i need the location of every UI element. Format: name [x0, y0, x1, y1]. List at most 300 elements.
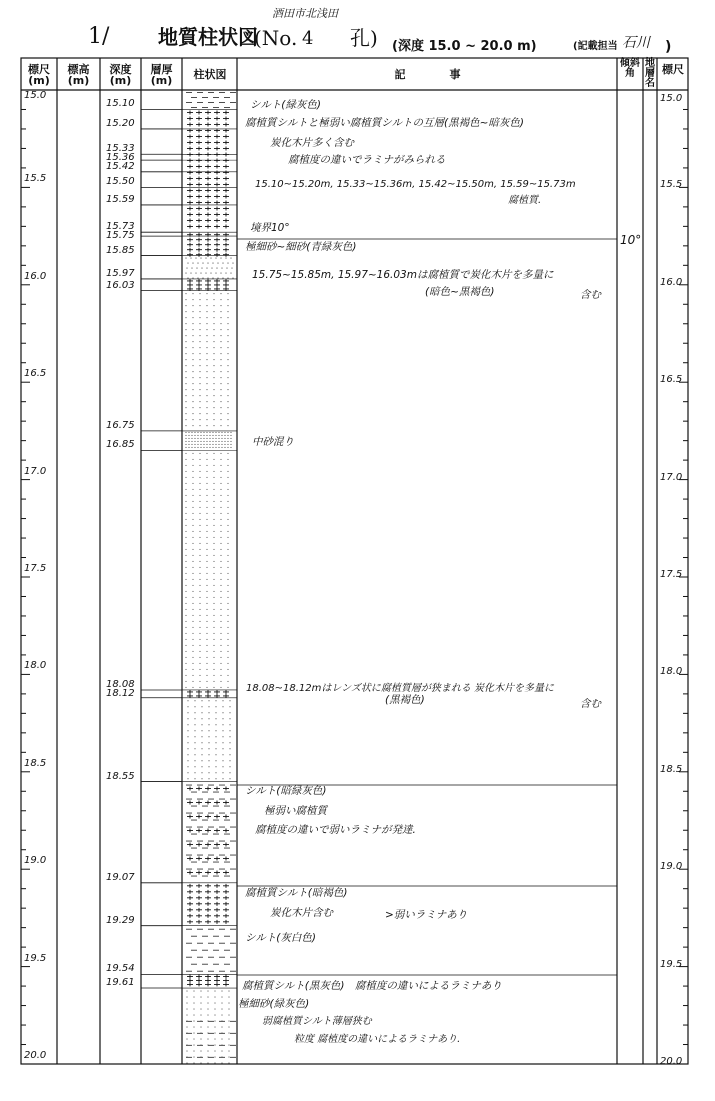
- lithology-mark: [213, 471, 214, 472]
- lithology-mark: [192, 341, 193, 342]
- lithology-mark: [196, 884, 202, 888]
- lithology-mark: [199, 483, 200, 484]
- lithology-mark: [196, 871, 202, 875]
- lithology-mark: [208, 760, 209, 761]
- lithology-mark: [187, 914, 193, 918]
- lithology-mark: [229, 718, 230, 719]
- lithology-mark: [185, 573, 186, 574]
- lithology-mark: [196, 268, 197, 269]
- lithology-mark: [185, 347, 186, 348]
- lithology-mark: [214, 1044, 215, 1045]
- desc-line: 含む: [580, 698, 601, 710]
- lithology-mark: [205, 243, 211, 247]
- lithology-mark: [203, 432, 204, 433]
- lithology-mark: [213, 459, 214, 460]
- lithology-mark: [185, 323, 186, 324]
- lithology-mark: [223, 787, 229, 791]
- lithology-mark: [220, 579, 221, 580]
- dip-value: 10°: [620, 233, 642, 247]
- lithology-mark: [200, 432, 201, 433]
- lithology-mark: [213, 365, 214, 366]
- lithology-mark: [194, 730, 195, 731]
- lithology-mark: [196, 694, 202, 698]
- lithology-mark: [187, 170, 193, 174]
- lithology-mark: [227, 621, 228, 622]
- lithology-mark: [192, 323, 193, 324]
- lithology-mark: [212, 444, 213, 445]
- lithology-mark: [206, 311, 207, 312]
- lithology-mark: [207, 1050, 208, 1051]
- lithology-mark: [214, 1020, 215, 1021]
- lithology-mark: [185, 311, 186, 312]
- lithology-mark: [214, 843, 220, 847]
- lithology-mark: [193, 1050, 194, 1051]
- lithology-mark: [220, 645, 221, 646]
- lithology-mark: [220, 495, 221, 496]
- lithology-mark: [209, 444, 210, 445]
- lithology-mark: [223, 283, 229, 287]
- lithology-mark: [196, 212, 202, 216]
- lithology-mark: [227, 603, 228, 604]
- scale-label-right: 19.0: [660, 861, 683, 873]
- lithology-mark: [192, 329, 193, 330]
- lithology-mark: [220, 317, 221, 318]
- lithology-mark: [200, 258, 201, 259]
- lithology-mark: [191, 447, 192, 448]
- lithology-mark: [187, 778, 188, 779]
- lithology-mark: [213, 413, 214, 414]
- lithology-mark: [227, 347, 228, 348]
- lithology-mark: [208, 754, 209, 755]
- lithology-mark: [227, 471, 228, 472]
- lithology-mark: [220, 681, 221, 682]
- lithology-mark: [196, 890, 202, 894]
- lithology-mark: [227, 567, 228, 568]
- lithology-mark: [199, 329, 200, 330]
- lithology-mark: [187, 194, 193, 198]
- lithology-mark: [227, 317, 228, 318]
- scale-label-left: 19.0: [24, 855, 47, 867]
- scale-label-left: 15.0: [24, 90, 47, 101]
- lithology-mark: [187, 896, 193, 900]
- lithology-mark: [214, 974, 220, 978]
- col-elevation: 標高(m): [67, 63, 90, 87]
- lithology-mark: [213, 609, 214, 610]
- lithology-mark: [200, 447, 201, 448]
- col-scale-right: 標尺: [662, 63, 684, 76]
- lithology-mark: [217, 278, 218, 279]
- lithology-mark: [227, 663, 228, 664]
- lithology-mark: [195, 273, 196, 274]
- lithology-mark: [208, 724, 209, 725]
- lithology-mark: [222, 736, 223, 737]
- lithology-mark: [199, 341, 200, 342]
- lithology-mark: [192, 549, 193, 550]
- lithology-mark: [209, 441, 210, 442]
- lithology-mark: [194, 724, 195, 725]
- lithology-mark: [199, 323, 200, 324]
- lithology-mark: [186, 1062, 187, 1063]
- lithology-mark: [199, 365, 200, 366]
- lithology-mark: [206, 561, 207, 562]
- scale-label-right: 18.0: [660, 666, 683, 678]
- lithology-mark: [192, 657, 193, 658]
- lithology-mark: [214, 914, 220, 918]
- lithology-mark: [199, 537, 200, 538]
- lithology-mark: [227, 459, 228, 460]
- lithology-mark: [192, 483, 193, 484]
- lithology-mark: [213, 377, 214, 378]
- lithology-mark: [199, 591, 200, 592]
- lithology-mark: [214, 253, 220, 257]
- lithology-mark: [229, 754, 230, 755]
- lithology-mark: [215, 706, 216, 707]
- lithology-mark: [209, 435, 210, 436]
- lithology-mark: [220, 549, 221, 550]
- lithology-mark: [216, 268, 217, 269]
- lithology-mark: [191, 441, 192, 442]
- lithology-mark: [221, 1050, 222, 1051]
- lithology-mark: [205, 787, 211, 791]
- lithology-mark: [227, 579, 228, 580]
- lithology-mark: [214, 1002, 215, 1003]
- lithology-mark: [199, 471, 200, 472]
- lithology-mark: [185, 633, 186, 634]
- lithology-mark: [206, 651, 207, 652]
- lithology-mark: [214, 140, 220, 144]
- lithology-mark: [209, 432, 210, 433]
- lithology-mark: [206, 681, 207, 682]
- lithology-mark: [192, 681, 193, 682]
- lithology-mark: [227, 657, 228, 658]
- lithology-mark: [220, 465, 221, 466]
- lithology-mark: [215, 718, 216, 719]
- lithology-mark: [205, 815, 211, 819]
- lithology-mark: [222, 712, 223, 713]
- depth-label: 15.10: [106, 98, 135, 110]
- lithology-mark: [186, 1008, 187, 1009]
- lithology-mark: [206, 513, 207, 514]
- lithology-mark: [213, 579, 214, 580]
- col-scale-left: 標尺(m): [28, 63, 50, 87]
- lithology-mark: [228, 996, 229, 997]
- lithology-mark: [223, 116, 229, 120]
- lithology-mark: [208, 772, 209, 773]
- lithology-mark: [196, 902, 202, 906]
- lithology-mark: [201, 268, 202, 269]
- lithology-mark: [213, 305, 214, 306]
- lithology-mark: [224, 441, 225, 442]
- lithology-mark: [205, 206, 211, 210]
- lithology-mark: [222, 766, 223, 767]
- lithology-mark: [205, 982, 211, 986]
- lithology-mark: [214, 188, 220, 192]
- lithology-mark: [213, 311, 214, 312]
- lithology-mark: [223, 170, 229, 174]
- lithology-mark: [227, 419, 228, 420]
- lithology-mark: [227, 591, 228, 592]
- lithology-mark: [187, 815, 193, 819]
- lithology-mark: [192, 609, 193, 610]
- lithology-mark: [205, 188, 211, 192]
- recorder-close: ): [665, 39, 672, 55]
- lithology-mark: [213, 663, 214, 664]
- lithology-mark: [214, 815, 220, 819]
- lithology-mark: [194, 736, 195, 737]
- lithology-mark: [213, 639, 214, 640]
- lithology-mark: [187, 238, 193, 242]
- lithology-mark: [187, 724, 188, 725]
- lithology-mark: [196, 253, 202, 257]
- lithology-mark: [200, 1008, 201, 1009]
- lithology-mark: [208, 706, 209, 707]
- lithology-mark: [187, 766, 188, 767]
- lithology-mark: [230, 444, 231, 445]
- lithology-mark: [205, 110, 211, 114]
- lithology-mark: [205, 182, 211, 186]
- lithology-mark: [185, 519, 186, 520]
- lithology-mark: [196, 914, 202, 918]
- lithology-mark: [187, 742, 188, 743]
- lithology-mark: [187, 760, 188, 761]
- lithology-mark: [196, 224, 202, 228]
- lithology-mark: [214, 829, 220, 833]
- lithology-mark: [185, 525, 186, 526]
- lithology-mark: [206, 687, 207, 688]
- lithology-mark: [218, 435, 219, 436]
- lithology-mark: [206, 317, 207, 318]
- lithology-mark: [199, 519, 200, 520]
- lithology-mark: [185, 299, 186, 300]
- desc-line: シルト(灰白色): [245, 932, 316, 944]
- lithology-mark: [192, 263, 193, 264]
- lithology-mark: [191, 444, 192, 445]
- lithology-mark: [196, 238, 202, 242]
- lithology-mark: [228, 1002, 229, 1003]
- lithology-mark: [223, 829, 229, 833]
- lithology-mark: [212, 435, 213, 436]
- lithology-mark: [196, 974, 202, 978]
- lithology-mark: [201, 730, 202, 731]
- lithology-mark: [214, 146, 220, 150]
- lithology-mark: [229, 760, 230, 761]
- lithology-mark: [223, 884, 229, 888]
- lithology-mark: [205, 273, 206, 274]
- lithology-mark: [220, 359, 221, 360]
- lithology-mark: [213, 383, 214, 384]
- lithology-mark: [206, 507, 207, 508]
- lithology-mark: [220, 573, 221, 574]
- lithology-mark: [197, 438, 198, 439]
- lithology-mark: [214, 920, 220, 924]
- lithology-mark: [206, 645, 207, 646]
- lithology-mark: [227, 395, 228, 396]
- lithology-mark: [213, 495, 214, 496]
- lithology-mark: [200, 1038, 201, 1039]
- lithology-mark: [199, 579, 200, 580]
- lithology-mark: [190, 258, 191, 259]
- lithology-mark: [208, 730, 209, 731]
- desc-line: 極弱い腐植質: [264, 805, 327, 817]
- lithology-mark: [192, 585, 193, 586]
- col-dip: 傾斜角: [620, 58, 640, 79]
- lithology-mark: [223, 248, 229, 252]
- lithology-mark: [199, 609, 200, 610]
- lithology-mark: [220, 377, 221, 378]
- lithology-mark: [187, 188, 193, 192]
- lithology-mark: [214, 238, 220, 242]
- lithology-mark: [187, 730, 188, 731]
- lithology-mark: [194, 742, 195, 743]
- lithology-mark: [199, 389, 200, 390]
- lithology-mark: [187, 176, 193, 180]
- lithology-mark: [215, 700, 216, 701]
- lithology-mark: [208, 742, 209, 743]
- lithology-mark: [220, 365, 221, 366]
- lithology-mark: [223, 694, 229, 698]
- lithology-mark: [205, 122, 211, 126]
- lithology-mark: [206, 525, 207, 526]
- lithology-mark: [187, 146, 193, 150]
- lithology-mark: [196, 248, 202, 252]
- lithology-mark: [208, 778, 209, 779]
- lithology-mark: [220, 531, 221, 532]
- lithology-mark: [192, 543, 193, 544]
- lithology-mark: [227, 447, 228, 448]
- lithology-mark: [215, 730, 216, 731]
- lithology-mark: [205, 134, 211, 138]
- lithology-mark: [192, 413, 193, 414]
- lithology-mark: [187, 843, 193, 847]
- lithology-mark: [205, 146, 211, 150]
- lithology-mark: [223, 218, 229, 222]
- lithology-mark: [227, 453, 228, 454]
- lithology-mark: [220, 383, 221, 384]
- lithology-mark: [194, 748, 195, 749]
- lithology-mark: [196, 206, 202, 210]
- lithology-mark: [227, 531, 228, 532]
- lithology-mark: [223, 690, 229, 694]
- lithology-mark: [199, 525, 200, 526]
- lithology-mark: [199, 507, 200, 508]
- lithology-mark: [221, 1008, 222, 1009]
- lithology-mark: [199, 299, 200, 300]
- lithology-mark: [205, 978, 211, 982]
- lithology-mark: [185, 444, 186, 445]
- lithology-mark: [185, 555, 186, 556]
- scale-label-left: 18.5: [24, 757, 47, 769]
- lithology-mark: [206, 639, 207, 640]
- lithology-mark: [203, 441, 204, 442]
- lithology-mark: [215, 772, 216, 773]
- lithology-mark: [199, 407, 200, 408]
- lithology-mark: [206, 531, 207, 532]
- lithology-mark: [206, 585, 207, 586]
- lithology-mark: [206, 597, 207, 598]
- lithology-mark: [193, 1002, 194, 1003]
- lithology-mark: [192, 365, 193, 366]
- lithology-mark: [186, 1026, 187, 1027]
- lithology-mark: [187, 974, 193, 978]
- lithology-mark: [214, 996, 215, 997]
- lithology-mark: [206, 549, 207, 550]
- lithology-mark: [192, 687, 193, 688]
- lithology-mark: [206, 435, 207, 436]
- lithology-mark: [186, 996, 187, 997]
- lithology-mark: [220, 525, 221, 526]
- scale-label-left: 20.0: [24, 1050, 47, 1061]
- lithology-mark: [185, 395, 186, 396]
- lithology-mark: [200, 441, 201, 442]
- lithology-mark: [192, 389, 193, 390]
- lithology-mark: [227, 519, 228, 520]
- lithology-mark: [227, 687, 228, 688]
- lithology-mark: [197, 432, 198, 433]
- lithology-mark: [192, 651, 193, 652]
- lithology-mark: [188, 441, 189, 442]
- lithology-mark: [187, 884, 193, 888]
- lithology-mark: [215, 273, 216, 274]
- lithology-mark: [223, 212, 229, 216]
- lithology-mark: [220, 651, 221, 652]
- lithology-mark: [185, 609, 186, 610]
- lithology-mark: [220, 585, 221, 586]
- lithology-mark: [199, 567, 200, 568]
- lithology-mark: [215, 742, 216, 743]
- lithology-mark: [188, 444, 189, 445]
- lithology-mark: [185, 561, 186, 562]
- lithology-mark: [227, 329, 228, 330]
- desc-line: 極細砂(緑灰色): [238, 998, 310, 1010]
- lithology-mark: [227, 633, 228, 634]
- scale-label-right: 20.0: [660, 1056, 683, 1067]
- lithology-mark: [192, 305, 193, 306]
- hole-number: 4: [302, 28, 314, 49]
- lithology-mark: [206, 633, 207, 634]
- lithology-mark: [215, 760, 216, 761]
- lithology-mark: [199, 555, 200, 556]
- lithology-mark: [206, 395, 207, 396]
- lithology-mark: [227, 278, 228, 279]
- lithology-mark: [227, 413, 228, 414]
- lithology-mark: [185, 537, 186, 538]
- lithology-mark: [199, 561, 200, 562]
- lithology-mark: [223, 140, 229, 144]
- lithology-mark: [199, 347, 200, 348]
- lithology-mark: [205, 690, 211, 694]
- lithology-mark: [227, 389, 228, 390]
- lithology-mark: [192, 633, 193, 634]
- lithology-mark: [227, 305, 228, 306]
- lithology-mark: [214, 218, 220, 222]
- lithology-mark: [194, 754, 195, 755]
- lithology-mark: [220, 335, 221, 336]
- lithology-mark: [206, 383, 207, 384]
- desc-line: 弱腐植質シルト薄層狭む: [262, 1016, 372, 1027]
- lithology-mark: [185, 681, 186, 682]
- lithology-mark: [227, 383, 228, 384]
- lithology-mark: [203, 435, 204, 436]
- lithology-mark: [213, 567, 214, 568]
- lithology-mark: [214, 694, 220, 698]
- lithology-mark: [196, 146, 202, 150]
- lithology-mark: [220, 507, 221, 508]
- lithology-mark: [186, 990, 187, 991]
- lithology-mark: [192, 615, 193, 616]
- lithology-mark: [205, 843, 211, 847]
- lithology-mark: [227, 323, 228, 324]
- lithology-mark: [206, 573, 207, 574]
